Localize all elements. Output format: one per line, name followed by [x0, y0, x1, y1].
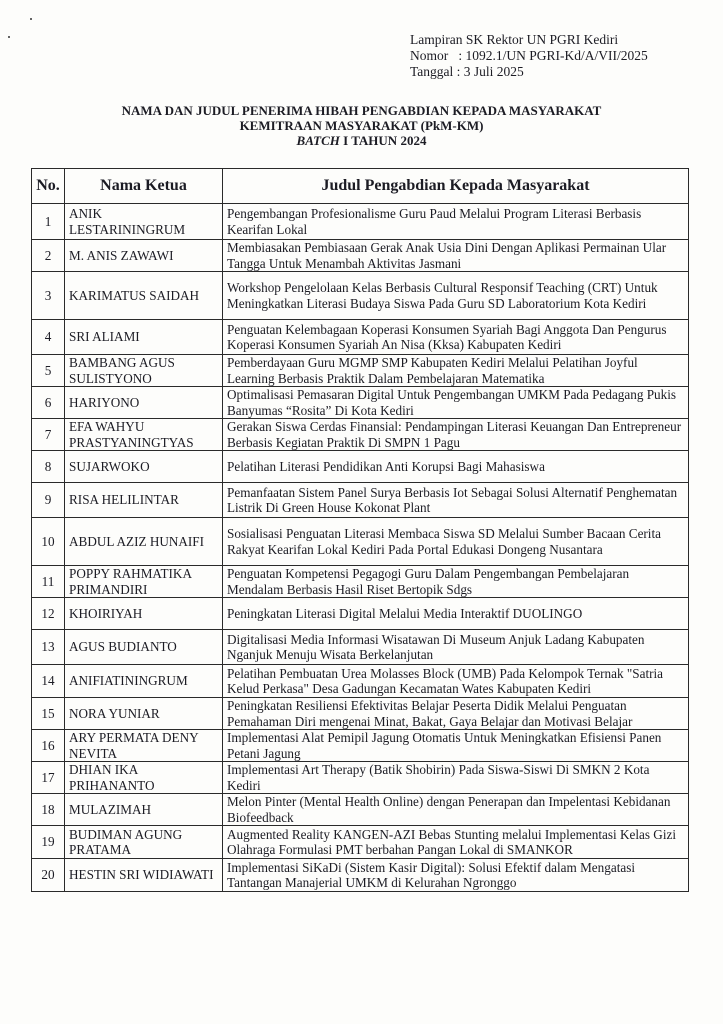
service-title: Implementasi SiKaDi (Sistem Kasir Digital): Solusi Efektif dalam Mengatasi Tantangan Manajerial UMKM di Kelurahan Ngronggo: [223, 859, 689, 892]
table-row: [32, 859, 689, 892]
header-line-1: Lampiran SK Rektor UN PGRI Kediri: [410, 32, 619, 47]
title-line-2: KEMITRAAN MASYARAKAT (PkM-KM): [239, 118, 484, 133]
row-number: 2: [32, 240, 65, 272]
row-number: 16: [32, 730, 65, 762]
leader-name: ARY PERMATA DENY NEVITA: [65, 730, 223, 762]
service-title: Pelatihan Pembuatan Urea Molasses Block (UMB) Pada Kelompok Ternak "Satria Kelud Perkasa" Desa Gadungan Kecamatan Wates Kabupaten Kediri: [223, 665, 689, 698]
service-title: Sosialisasi Penguatan Literasi Membaca Siswa SD Melalui Sumber Bacaan Cerita Rakyat Kearifan Lokal Kediri Pada Portal Edukasi Dongeng Nusantara: [223, 518, 689, 566]
leader-name: BUDIMAN AGUNG PRATAMA: [65, 826, 223, 859]
table-row: [32, 451, 689, 483]
row-number: 3: [32, 272, 65, 320]
row-number: 4: [32, 320, 65, 355]
table-row: [32, 387, 689, 419]
table-row: [32, 698, 689, 730]
leader-name: HARIYONO: [65, 387, 223, 419]
leader-name: POPPY RAHMATIKA PRIMANDIRI: [65, 566, 223, 598]
service-title: Implementasi Art Therapy (Batik Shobirin) Pada Siswa-Siswi Di SMKN 2 Kota Kediri: [223, 762, 689, 794]
row-number: 11: [32, 566, 65, 598]
table-header-row: [32, 169, 689, 204]
row-number: 18: [32, 794, 65, 826]
row-number: 12: [32, 598, 65, 630]
document-title: [0, 103, 723, 148]
service-title: Digitalisasi Media Informasi Wisatawan Di Museum Anjuk Ladang Kabupaten Nganjuk Menuju Wisata Berkelanjutan: [223, 630, 689, 665]
table-row: [32, 320, 689, 355]
header-name: Nama Ketua: [65, 169, 223, 204]
leader-name: SRI ALIAMI: [65, 320, 223, 355]
leader-name: KHOIRIYAH: [65, 598, 223, 630]
table-row: [32, 762, 689, 794]
table-row: [32, 665, 689, 698]
service-title: Melon Pinter (Mental Health Online) dengan Penerapan dan Impelentasi Kebidanan Biofeedback: [223, 794, 689, 826]
service-title: Augmented Reality KANGEN-AZI Bebas Stunting melalui Implementasi Kelas Gizi Olahraga Formulasi PMT berbahan Pangan Lokal di SMANKOR: [223, 826, 689, 859]
leader-name: M. ANIS ZAWAWI: [65, 240, 223, 272]
row-number: 13: [32, 630, 65, 665]
leader-name: NORA YUNIAR: [65, 698, 223, 730]
leader-name: KARIMATUS SAIDAH: [65, 272, 223, 320]
service-title: Penguatan Kompetensi Pegagogi Guru Dalam Pengembangan Pembelajaran Mendalam Berbasis Hasil Riset Bertopik Sdgs: [223, 566, 689, 598]
table-row: [32, 794, 689, 826]
table-row: [32, 419, 689, 451]
table-row: [32, 518, 689, 566]
table-row: [32, 598, 689, 630]
row-number: 9: [32, 483, 65, 518]
service-title: Pemanfaatan Sistem Panel Surya Berbasis Iot Sebagai Solusi Alternatif Penghematan Listrik Di Green House Kokonat Plant: [223, 483, 689, 518]
header-title: Judul Pengabdian Kepada Masyarakat: [223, 169, 689, 204]
row-number: 8: [32, 451, 65, 483]
service-title: Membiasakan Pembiasaan Gerak Anak Usia Dini Dengan Aplikasi Permainan Ular Tangga Untuk Menambah Aktivitas Jasmani: [223, 240, 689, 272]
title-line-3: [0, 133, 723, 148]
leader-name: ANIFIATININGRUM: [65, 665, 223, 698]
row-number: 6: [32, 387, 65, 419]
table-row: [32, 204, 689, 240]
service-title: Gerakan Siswa Cerdas Finansial: Pendampingan Literasi Keuangan Dan Entrepreneur Berbasis Kegiatan Praktik Di SMPN 1 Pagu: [223, 419, 689, 451]
row-number: 14: [32, 665, 65, 698]
leader-name: ANIK LESTARININGRUM: [65, 204, 223, 240]
leader-name: AGUS BUDIANTO: [65, 630, 223, 665]
table-row: [32, 272, 689, 320]
leader-name: RISA HELILINTAR: [65, 483, 223, 518]
header-no: No.: [32, 169, 65, 204]
title-line-1: NAMA DAN JUDUL PENERIMA HIBAH PENGABDIAN KEPADA MASYARAKAT: [121, 103, 602, 118]
row-number: 15: [32, 698, 65, 730]
recipients-table: [31, 168, 689, 892]
service-title: Workshop Pengelolaan Kelas Berbasis Cultural Responsif Teaching (CRT) Untuk Meningkatkan Literasi Budaya Siswa Pada Guru SD Laboratorium Kota Kediri: [223, 272, 689, 320]
row-number: 5: [32, 355, 65, 387]
row-number: 20: [32, 859, 65, 892]
table-row: [32, 355, 689, 387]
service-title: Pelatihan Literasi Pendidikan Anti Korupsi Bagi Mahasiswa: [223, 451, 689, 483]
service-title: Penguatan Kelembagaan Koperasi Konsumen Syariah Bagi Anggota Dan Pengurus Koperasi Konsumen Syariah An Nisa (Kksa) Kabupaten Kediri: [223, 320, 689, 355]
row-number: 10: [32, 518, 65, 566]
table-row: [32, 826, 689, 859]
leader-name: MULAZIMAH: [65, 794, 223, 826]
service-title: Implementasi Alat Pemipil Jagung Otomatis Untuk Meningkatkan Efisiensi Panen Petani Jagung: [223, 730, 689, 762]
leader-name: DHIAN IKA PRIHANANTO: [65, 762, 223, 794]
service-title: Pengembangan Profesionalisme Guru Paud Melalui Program Literasi Berbasis Kearifan Lokal: [223, 204, 689, 240]
leader-name: BAMBANG AGUS SULISTYONO: [65, 355, 223, 387]
table-row: [32, 730, 689, 762]
document-header: [410, 32, 648, 80]
service-title: Peningkatan Literasi Digital Melalui Media Interaktif DUOLINGO: [223, 598, 689, 630]
leader-name: SUJARWOKO: [65, 451, 223, 483]
row-number: 19: [32, 826, 65, 859]
scan-specks: [8, 18, 48, 48]
table-row: [32, 240, 689, 272]
batch-year: I TAHUN 2024: [339, 133, 427, 148]
row-number: 7: [32, 419, 65, 451]
service-title: Pemberdayaan Guru MGMP SMP Kabupaten Kediri Melalui Pelatihan Joyful Learning Berbasis Praktik Dalam Pembelajaran Matematika: [223, 355, 689, 387]
batch-word: BATCH: [296, 133, 340, 148]
leader-name: ABDUL AZIZ HUNAIFI: [65, 518, 223, 566]
header-line-3: Tanggal : 3 Juli 2025: [410, 64, 524, 79]
table-row: [32, 566, 689, 598]
header-line-2: Nomor : 1092.1/UN PGRI-Kd/A/VII/2025: [410, 48, 648, 63]
service-title: Peningkatan Resiliensi Efektivitas Belajar Peserta Didik Melalui Penguatan Pemahaman Diri mengenai Minat, Bakat, Gaya Belajar dan Motivasi Belajar: [223, 698, 689, 730]
leader-name: EFA WAHYU PRASTYANINGTYAS: [65, 419, 223, 451]
row-number: 17: [32, 762, 65, 794]
leader-name: HESTIN SRI WIDIAWATI: [65, 859, 223, 892]
table-row: [32, 483, 689, 518]
service-title: Optimalisasi Pemasaran Digital Untuk Pengembangan UMKM Pada Pedagang Pukis Banyumas “Rosita” Di Kota Kediri: [223, 387, 689, 419]
row-number: 1: [32, 204, 65, 240]
table-row: [32, 630, 689, 665]
